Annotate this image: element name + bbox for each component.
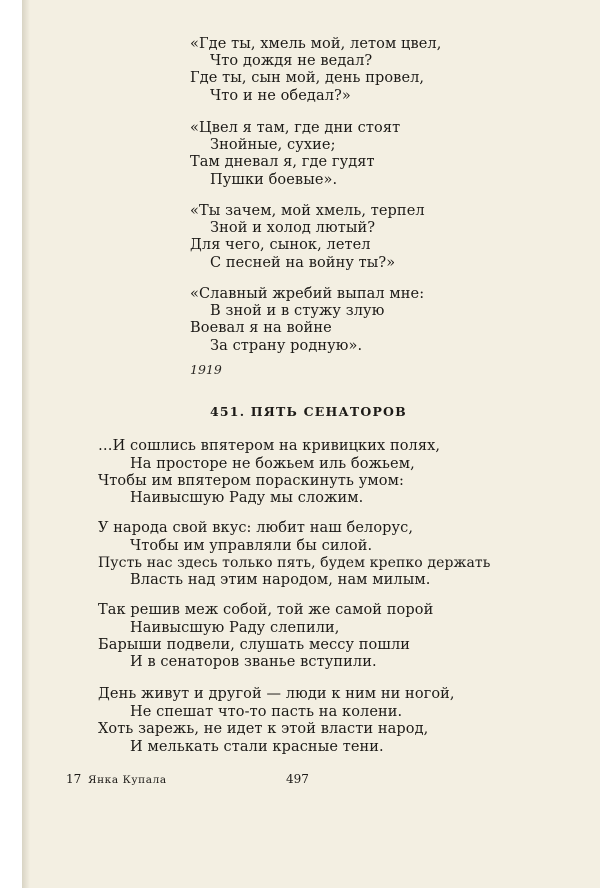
- page-number: 497: [286, 772, 309, 786]
- poem-line: Где ты, сын мой, день провел,: [190, 70, 425, 86]
- poem-line: День живут и другой — люди к ним ни ногой,: [98, 686, 455, 702]
- poem-line: Наивысшую Раду слепили,: [130, 620, 340, 636]
- book-page: [22, 0, 600, 888]
- poem-line: Знойные, сухие;: [210, 137, 336, 153]
- poem-line: Пушки боевые».: [210, 172, 338, 188]
- poem-line: И в сенаторов званье вступили.: [130, 654, 377, 670]
- printer-signature: 17: [66, 772, 82, 786]
- poem-line: За страну родную».: [210, 338, 363, 354]
- poem-line: На просторе не божьем иль божьем,: [130, 456, 415, 472]
- poem-line: В зной и в стужу злую: [210, 303, 385, 319]
- poem-line: …И сошлись впятером на кривицких полях,: [98, 438, 441, 454]
- poem-heading: 451. ПЯТЬ СЕНАТОРОВ: [210, 404, 407, 419]
- poem-line: Наивысшую Раду мы сложим.: [130, 490, 364, 506]
- poem-line: Барыши подвели, слушать мессу пошли: [98, 637, 411, 653]
- poem-line: Чтобы им управляли бы силой.: [130, 538, 373, 554]
- page-edge-shadow: [22, 0, 30, 888]
- poem-line: Для чего, сынок, летел: [190, 237, 371, 253]
- poem-line: Пусть нас здесь только пять, будем крепко держать: [98, 555, 491, 571]
- poem-line: «Где ты, хмель мой, летом цвел,: [190, 36, 442, 52]
- poem-line: Что и не обедал?»: [210, 88, 351, 104]
- poem-line: Власть над этим народом, нам милым.: [130, 572, 431, 588]
- poem-line: «Цвел я там, где дни стоят: [190, 120, 401, 136]
- poem-line: Так решив меж собой, той же самой порой: [98, 602, 434, 618]
- poem-line: «Ты зачем, мой хмель, терпел: [190, 203, 425, 219]
- poem-line: Хоть зарежь, не идет к этой власти народ,: [98, 721, 429, 737]
- poem-line: И мелькать стали красные тени.: [130, 739, 384, 755]
- poem-year: 1919: [190, 362, 222, 377]
- poem-line: «Славный жребий выпал мне:: [190, 286, 425, 302]
- poem-line: С песней на войну ты?»: [210, 255, 396, 271]
- poem-line: У народа свой вкус: любит наш белорус,: [98, 520, 414, 536]
- signature-author: Янка Купала: [88, 774, 167, 786]
- poem-line: Зной и холод лютый?: [210, 220, 376, 236]
- poem-line: Не спешат что-то пасть на колени.: [130, 704, 403, 720]
- poem-line: Что дождя не ведал?: [210, 53, 373, 69]
- poem-line: Воевал я на войне: [190, 320, 332, 336]
- poem-line: Чтобы им впятером пораскинуть умом:: [98, 473, 404, 489]
- poem-line: Там дневал я, где гудят: [190, 154, 375, 170]
